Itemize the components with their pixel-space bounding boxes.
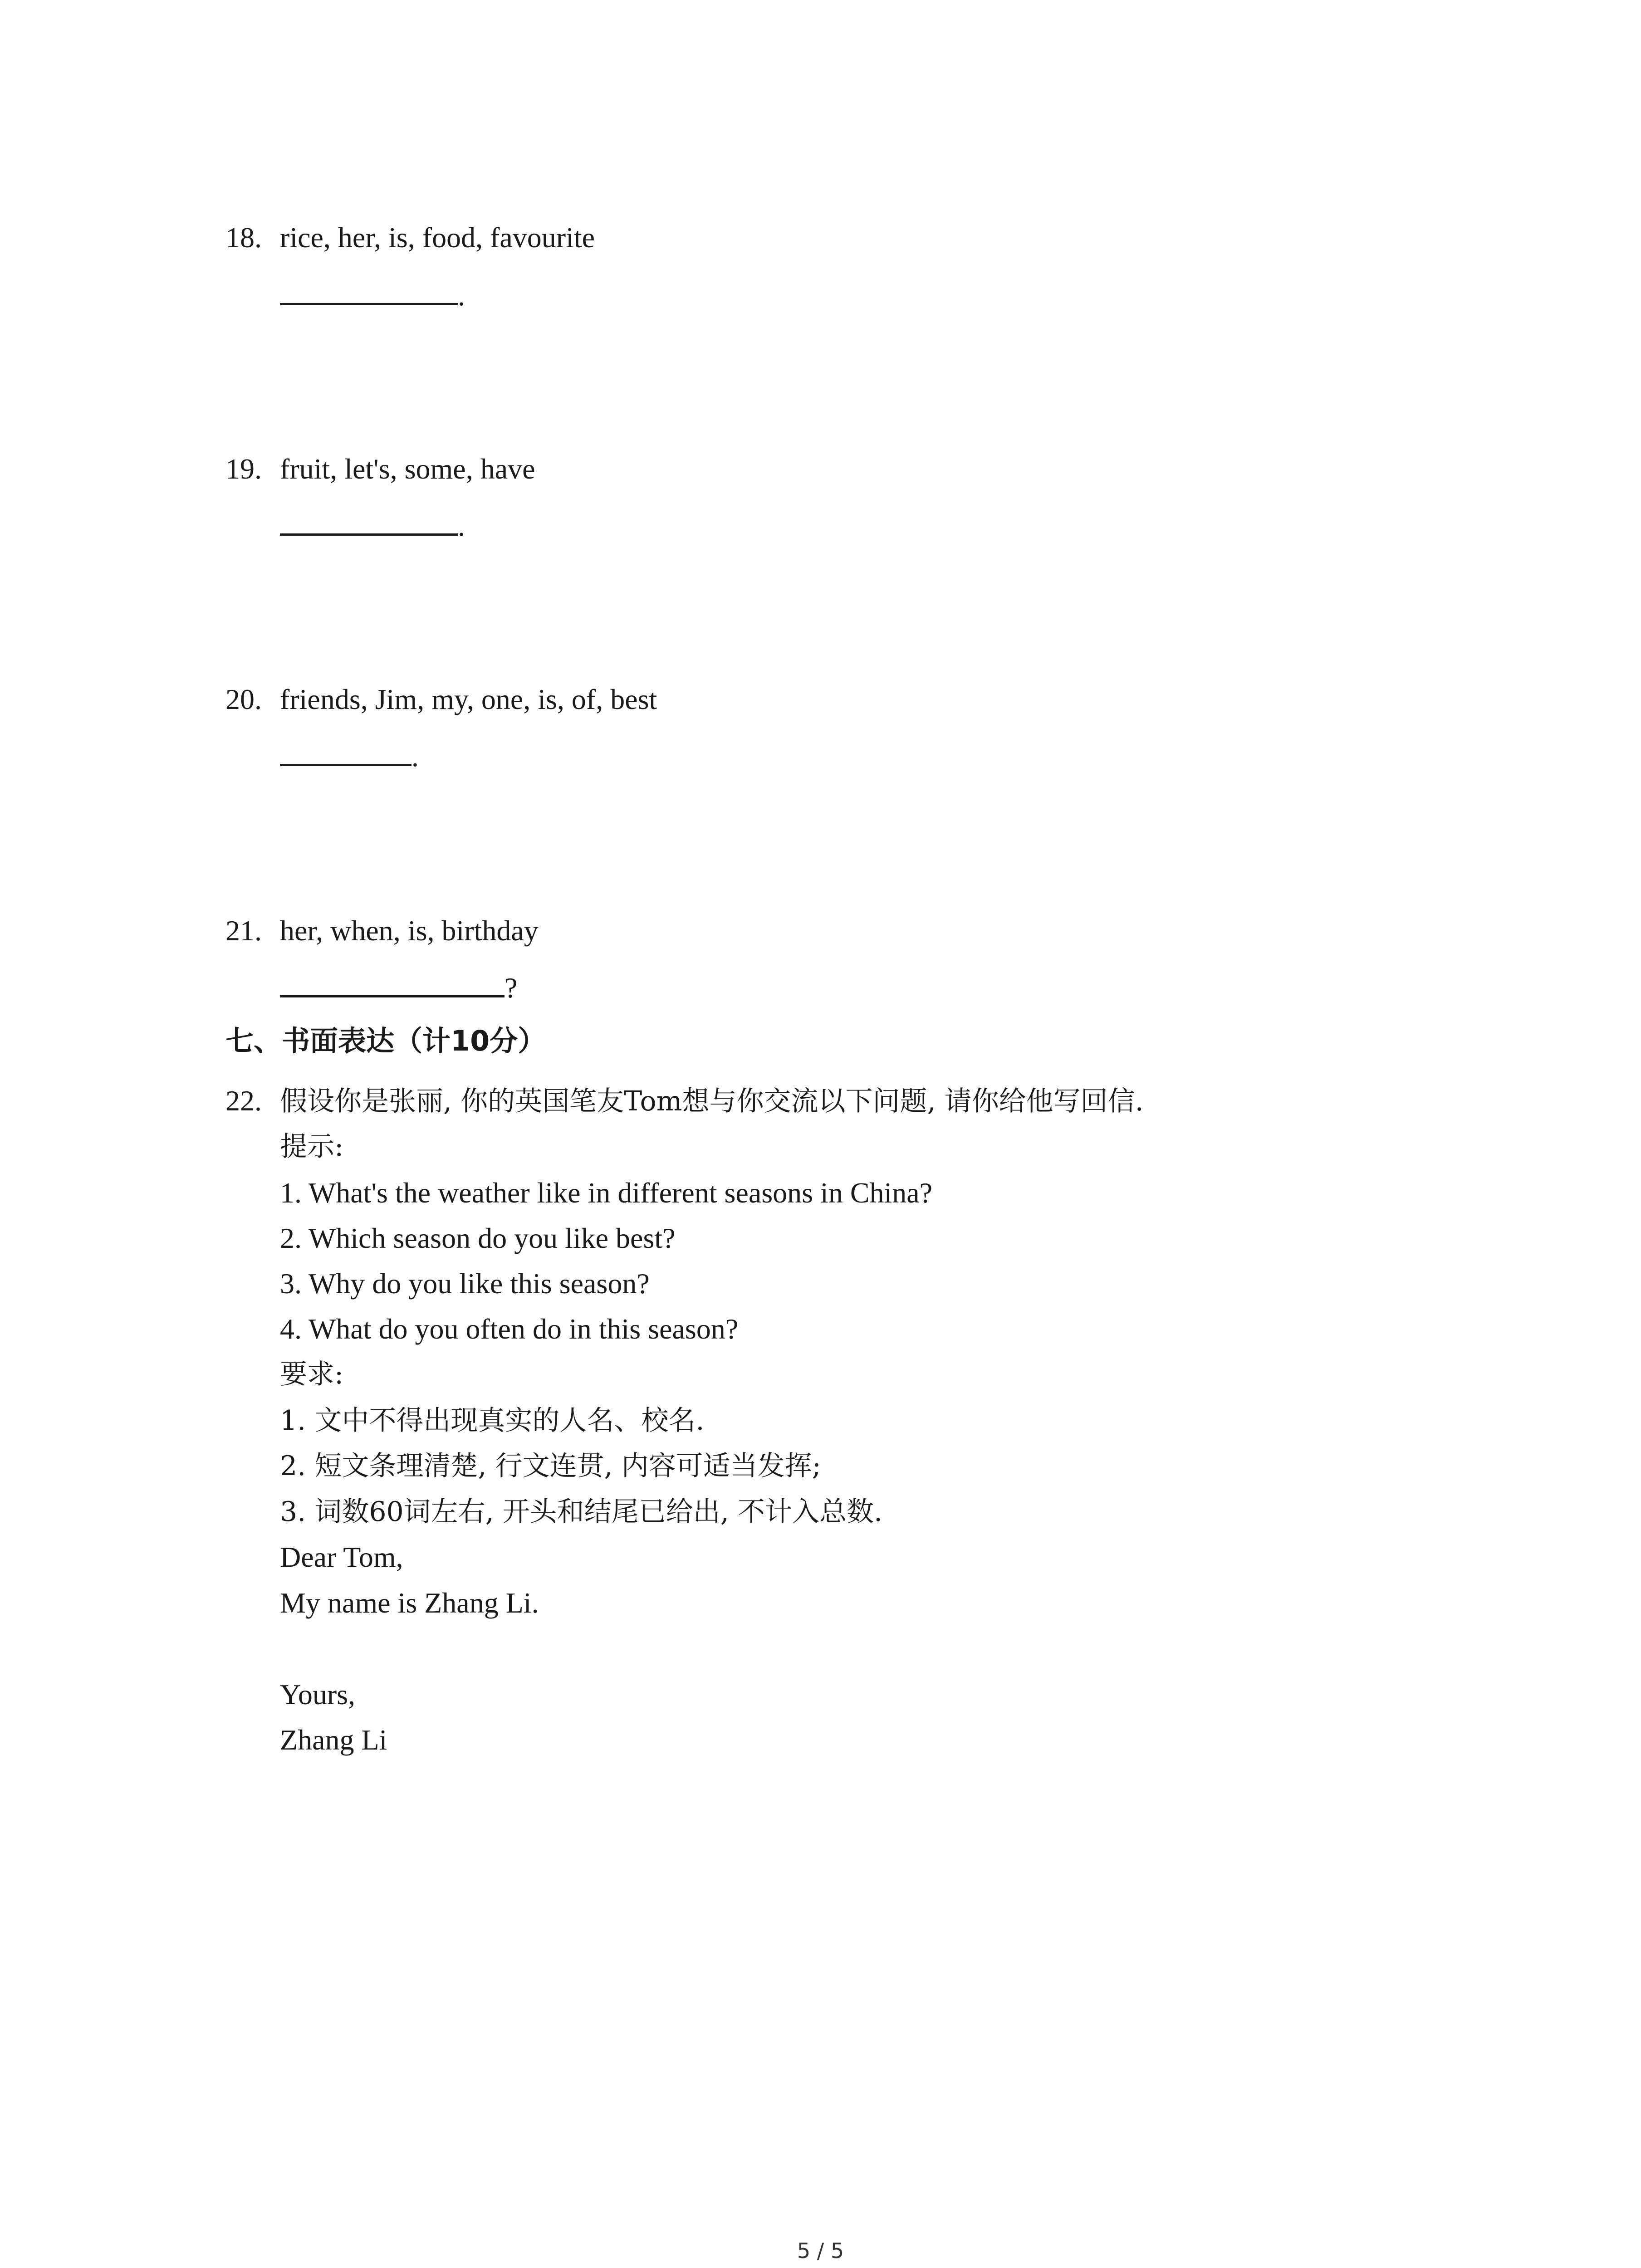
answer-blank[interactable]: [280, 735, 411, 766]
answer-blank[interactable]: [280, 274, 458, 305]
hint-label: 提示:: [280, 1131, 344, 1163]
answer-line-21[interactable]: [280, 966, 517, 1006]
letter-greeting: Dear Tom,: [280, 1541, 403, 1573]
question-prompt: rice, her, is, food, favourite: [280, 221, 595, 254]
question-prompt: fruit, let's, some, have: [280, 453, 535, 485]
writing-intro: 假设你是张丽, 你的英国笔友Tom想与你交流以下问题, 请你给他写回信.: [280, 1085, 1144, 1117]
question-number: 22.: [225, 1085, 262, 1117]
answer-end-punctuation: .: [458, 279, 465, 312]
requirement-item: 3. 词数60词左右, 开头和结尾已给出, 不计入总数.: [280, 1496, 883, 1528]
requirement-item: 1. 文中不得出现真实的人名、校名.: [280, 1405, 705, 1437]
letter-closing: Yours,: [280, 1678, 356, 1711]
section-title: 七、书面表达（计10分）: [225, 1024, 546, 1057]
requirement-label: 要求:: [280, 1359, 344, 1390]
letter-signature: Zhang Li: [280, 1724, 387, 1756]
answer-end-punctuation: .: [458, 510, 465, 542]
answer-blank[interactable]: [280, 966, 505, 997]
answer-line-18[interactable]: [280, 274, 465, 314]
hint-item: 2. Which season do you like best?: [280, 1222, 676, 1254]
question-number: 18.: [225, 221, 262, 254]
answer-line-19[interactable]: [280, 504, 465, 544]
hint-item: 1. What's the weather like in different seasons in China?: [280, 1177, 933, 1209]
hint-item: 4. What do you often do in this season?: [280, 1313, 739, 1345]
answer-end-punctuation: .: [411, 740, 419, 772]
page-number: 5 / 5: [797, 2239, 844, 2263]
answer-blank[interactable]: [280, 504, 458, 536]
question-number: 21.: [225, 914, 262, 947]
answer-end-punctuation: ?: [505, 972, 518, 1004]
question-19: [225, 451, 535, 487]
question-20: [225, 681, 657, 718]
question-18: [225, 220, 595, 256]
answer-line-20[interactable]: [280, 735, 419, 775]
question-number: 20.: [225, 683, 262, 715]
requirement-item: 2. 短文条理清楚, 行文连贯, 内容可适当发挥;: [280, 1450, 821, 1482]
question-prompt: friends, Jim, my, one, is, of, best: [280, 683, 657, 715]
hint-item: 3. Why do you like this season?: [280, 1267, 650, 1300]
question-number: 19.: [225, 453, 262, 485]
question-21: [225, 913, 539, 949]
question-22: [225, 1083, 1144, 1119]
question-prompt: her, when, is, birthday: [280, 914, 539, 947]
letter-opening: My name is Zhang Li.: [280, 1587, 539, 1619]
